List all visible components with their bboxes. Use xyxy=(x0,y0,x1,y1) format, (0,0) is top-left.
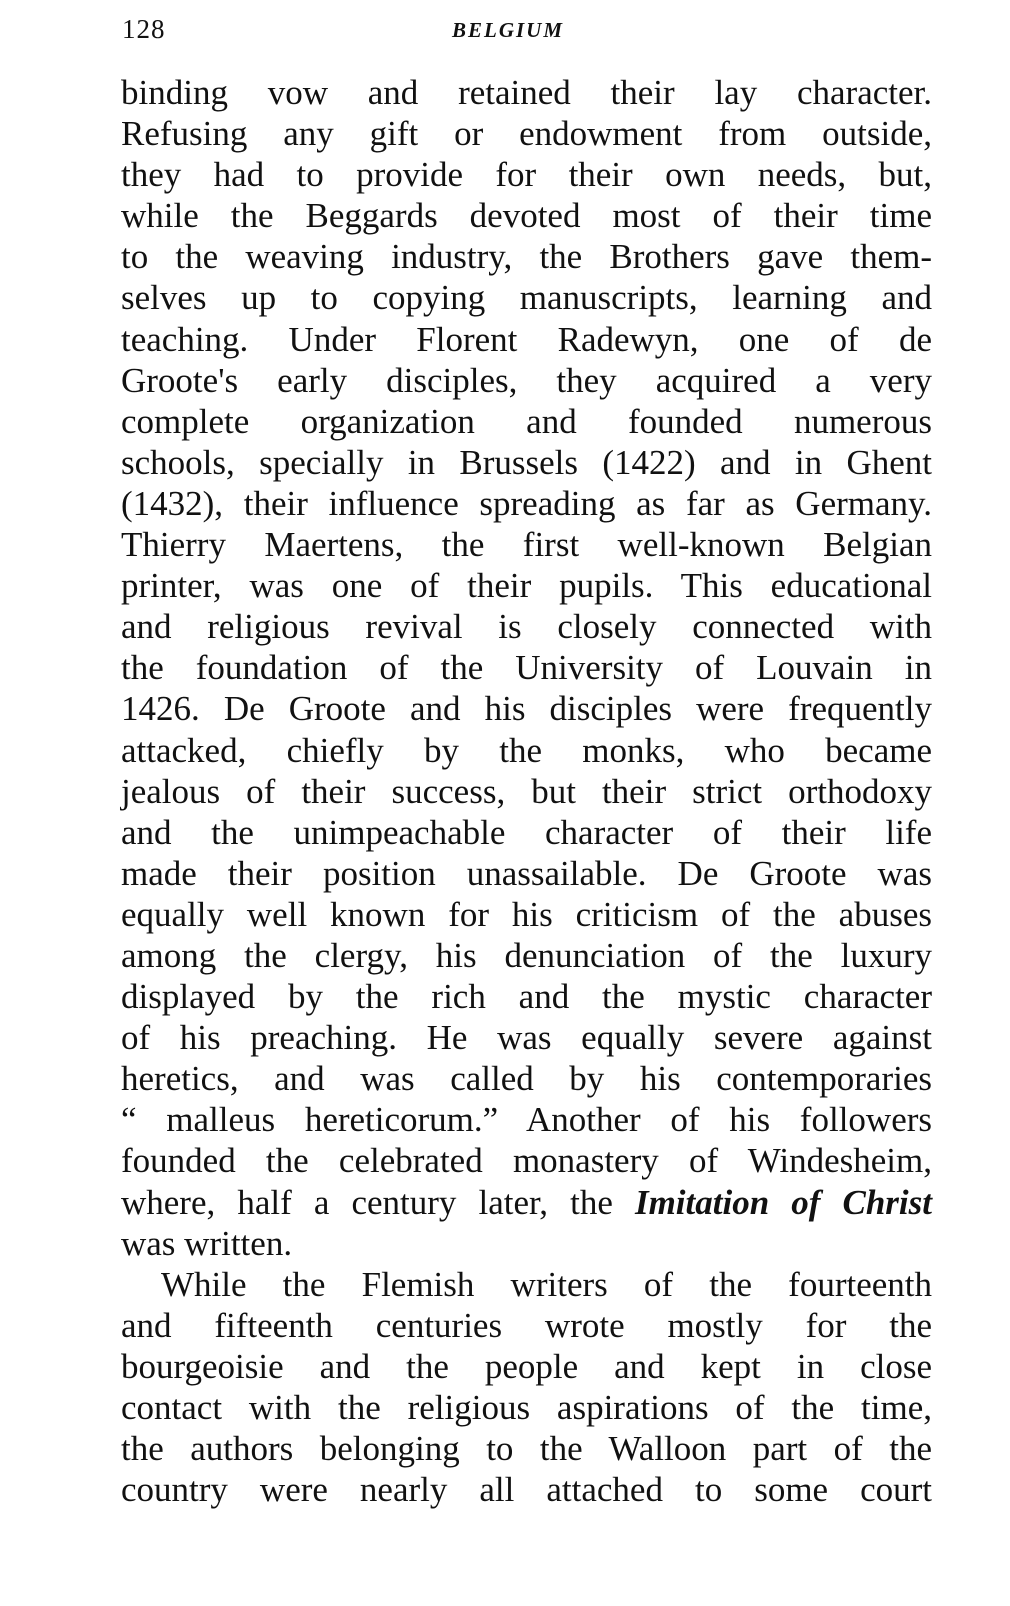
text-line: the foundation of the University of Louvain in xyxy=(121,648,932,688)
text-line: attacked, chiefly by the monks, who became xyxy=(121,730,932,770)
text-line: they had to provide for their own needs, but, xyxy=(121,155,932,195)
text-line: Groote's early disciples, they acquired a very xyxy=(121,360,932,400)
page-number: 128 xyxy=(122,14,166,44)
text-line: teaching. Under Florent Radewyn, one of de xyxy=(121,319,932,359)
text-line: “ malleus hereticorum.” Another of his followers xyxy=(121,1100,932,1140)
text-line: schools, specially in Brussels (1422) and in Ghent xyxy=(121,442,932,482)
text-line: printer, was one of their pupils. This educational xyxy=(121,566,932,606)
text-line: and the unimpeachable character of their life xyxy=(121,812,932,852)
paragraph-1 xyxy=(121,72,932,1264)
text-line: While the Flemish writers of the fourteenth xyxy=(161,1264,932,1304)
text-line: bourgeoisie and the people and kept in close xyxy=(121,1346,932,1386)
text-line: of his preaching. He was equally severe against xyxy=(121,1018,932,1058)
text-line: to the weaving industry, the Brothers gave them- xyxy=(121,237,932,277)
text-line: complete organization and founded numerous xyxy=(121,401,932,441)
text-line: was written. xyxy=(121,1223,293,1263)
text-line: selves up to copying manuscripts, learning and xyxy=(121,278,932,318)
body-text xyxy=(121,72,932,1510)
paragraph-2 xyxy=(121,1264,932,1511)
text-line: 1426. De Groote and his disciples were frequently xyxy=(121,689,932,729)
text-line: binding vow and retained their lay character. xyxy=(121,73,932,112)
text-line: (1432), their influence spreading as far as Germany. xyxy=(121,483,932,523)
text-line: Refusing any gift or endowment from outside, xyxy=(121,114,932,154)
text-line: displayed by the rich and the mystic character xyxy=(121,977,932,1017)
text-line: the authors belonging to the Walloon part of the xyxy=(121,1429,932,1469)
text-line: made their position unassailable. De Groote was xyxy=(121,853,932,893)
text-line: while the Beggards devoted most of their time xyxy=(121,196,932,236)
text-line: among the clergy, his denunciation of the luxury xyxy=(121,935,932,975)
text-line: Thierry Maertens, the first well-known Belgian xyxy=(121,525,932,565)
running-head xyxy=(122,14,932,48)
running-title: BELGIUM xyxy=(452,18,565,42)
text-run: where, half a century later, the xyxy=(121,1182,635,1222)
text-line: founded the celebrated monastery of Windesheim, xyxy=(121,1141,932,1181)
text-line: and religious revival is closely connected with xyxy=(121,607,932,647)
text-line: jealous of their success, but their strict orthodoxy xyxy=(121,771,932,811)
text-line: heretics, and was called by his contemporaries xyxy=(121,1059,932,1099)
book-title-italic: Imitation of Christ xyxy=(634,1182,932,1222)
text-line: contact with the religious aspirations of the time, xyxy=(121,1388,932,1427)
text-line: equally well known for his criticism of the abuses xyxy=(121,894,932,934)
text-line: country were nearly all attached to some court xyxy=(121,1470,932,1510)
text-line: and fifteenth centuries wrote mostly for the xyxy=(121,1305,932,1345)
text-line xyxy=(121,1182,932,1223)
